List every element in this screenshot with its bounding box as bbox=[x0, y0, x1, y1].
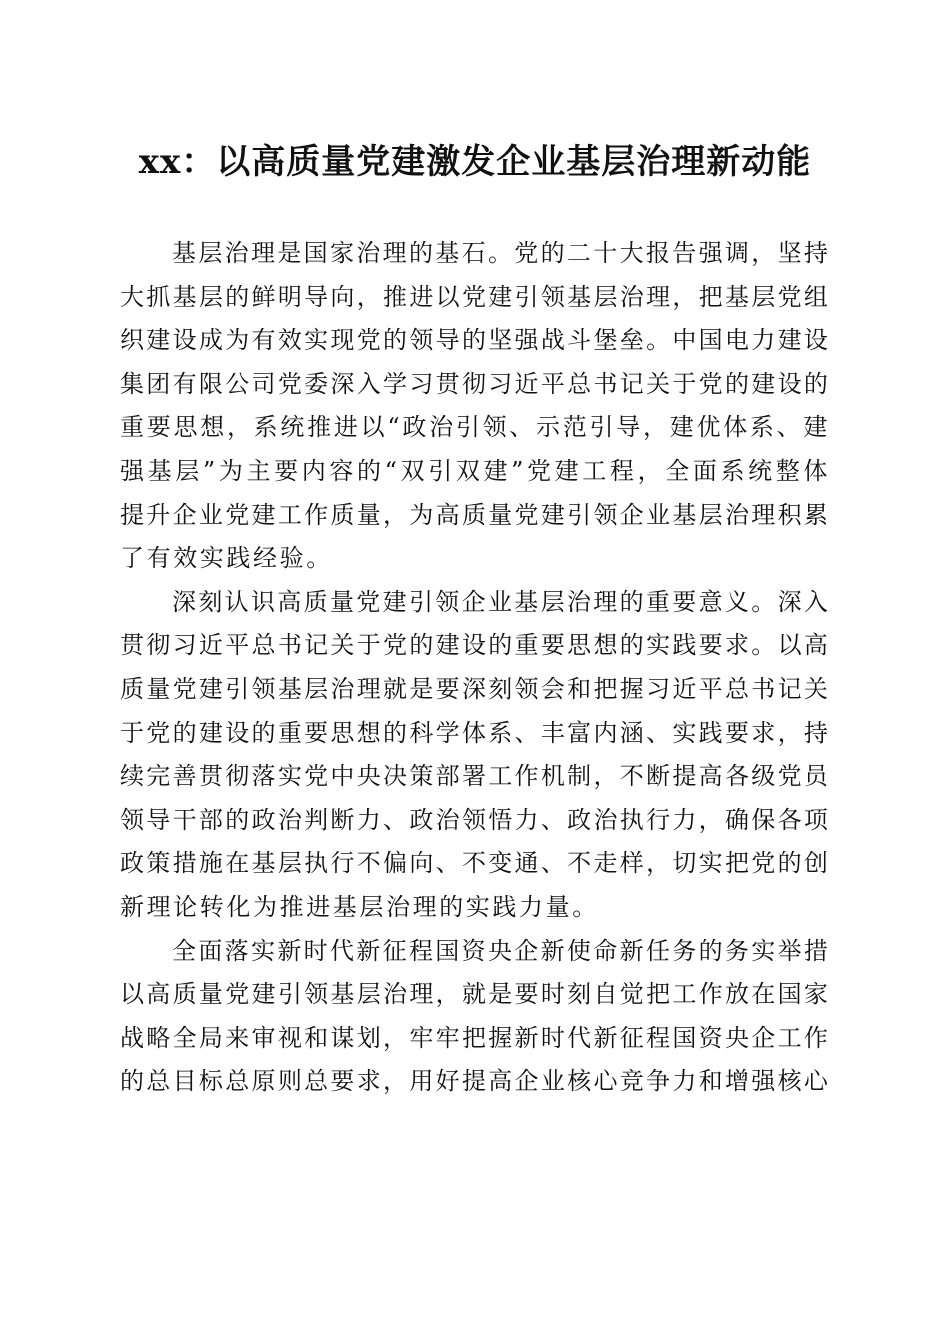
text-line: 了有效实践经验。 bbox=[120, 544, 333, 573]
text-line: 提升企业党建工作质量，为高质量党建引领企业基层治理积累 bbox=[120, 500, 830, 529]
document-title: xx：以高质量党建激发企业基层治理新动能 bbox=[138, 142, 812, 182]
text-line: 质量党建引领基层治理就是要深刻领会和把握习近平总书记关 bbox=[120, 674, 830, 703]
paragraph-1 bbox=[120, 232, 830, 581]
text-line: 领导干部的政治判断力、政治领悟力、政治执行力，确保各项 bbox=[120, 805, 830, 834]
text-line: 大抓基层的鲜明导向，推进以党建引领基层治理，把基层党组 bbox=[120, 282, 830, 311]
text-line: 集团有限公司党委深入学习贯彻习近平总书记关于党的建设的 bbox=[120, 369, 830, 398]
text-line: 于党的建设的重要思想的科学体系、丰富内涵、实践要求，持 bbox=[120, 718, 830, 747]
text-line: 强基层”为主要内容的“双引双建”党建工程，全面系统整体 bbox=[120, 456, 830, 485]
text-line: 重要思想，系统推进以“政治引领、示范引导，建优体系、建 bbox=[120, 413, 830, 442]
text-line: 全面落实新时代新征程国资央企新使命新任务的务实举措 bbox=[172, 936, 830, 965]
text-line: 织建设成为有效实现党的领导的坚强战斗堡垒。中国电力建设 bbox=[120, 326, 830, 355]
text-line: 续完善贯彻落实党中央决策部署工作机制，不断提高各级党员 bbox=[120, 762, 830, 791]
text-line: 新理论转化为推进基层治理的实践力量。 bbox=[120, 892, 599, 921]
text-line: 贯彻习近平总书记关于党的建设的重要思想的实践要求。以高 bbox=[120, 631, 830, 660]
text-line: 基层治理是国家治理的基石。党的二十大报告强调，坚持 bbox=[172, 239, 830, 267]
text-line: 战略全局来审视和谋划，牢牢把握新时代新征程国资央企工作 bbox=[120, 1023, 830, 1052]
text-line: 的总目标总原则总要求，用好提高企业核心竞争力和增强核心 bbox=[120, 1067, 830, 1096]
paragraph-3 bbox=[120, 930, 830, 1104]
text-line: 深刻认识高质量党建引领企业基层治理的重要意义。深入 bbox=[172, 587, 830, 616]
document-body bbox=[120, 232, 830, 1104]
paragraph-2 bbox=[120, 581, 830, 930]
text-line: 以高质量党建引领基层治理，就是要时刻自觉把工作放在国家 bbox=[120, 980, 830, 1009]
text-line: 政策措施在基层执行不偏向、不变通、不走样，切实把党的创 bbox=[120, 849, 830, 878]
